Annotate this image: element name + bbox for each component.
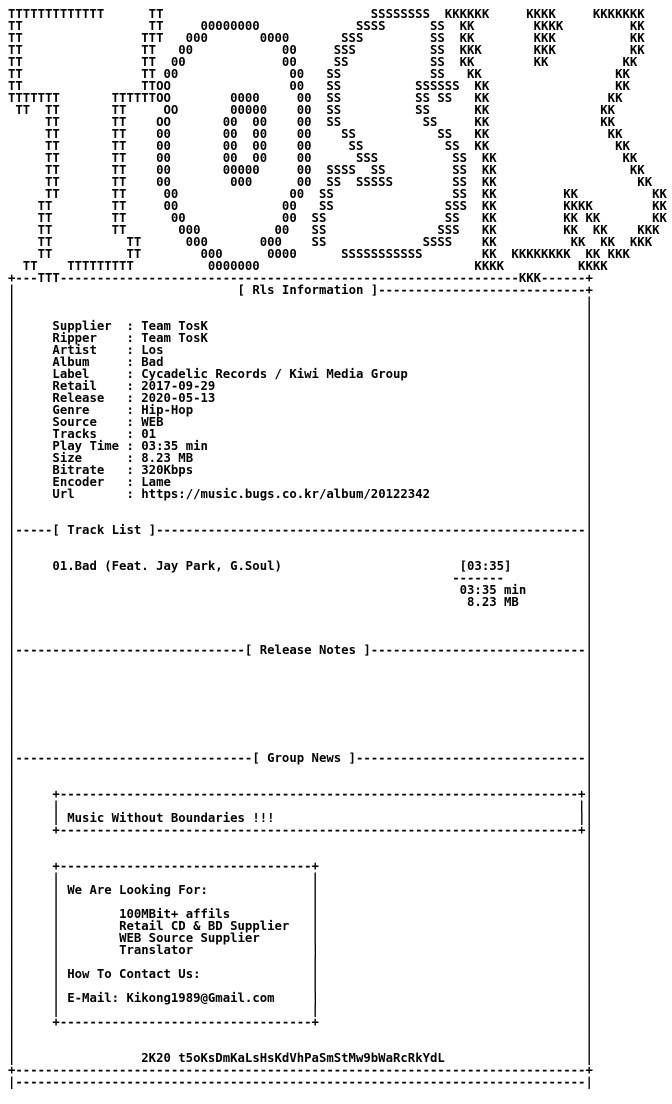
field-label-supplier: Supplier	[52, 319, 112, 333]
field-value-retail: 2017-09-29	[141, 379, 216, 393]
field-label-artist: Artist	[52, 343, 97, 357]
looking-for-item: Retail CD & BD Supplier	[119, 919, 290, 933]
field-label-size: Size	[52, 451, 83, 465]
logo-line: TT TT 00 00 00 00 SS SS KK KK	[8, 139, 630, 153]
field-value-play-time: 03:35 min	[141, 439, 208, 453]
contact-heading: How To Contact Us:	[67, 967, 201, 981]
field-value-url[interactable]: https://music.bugs.co.kr/album/20122342	[141, 487, 431, 501]
logo-line: TT TTOO 00 SS SSSSSS KK KK	[8, 79, 630, 93]
logo-line: TT TT 00 00 00 00 SSS SS KK KK	[8, 151, 638, 165]
logo-line: TT TT 00 00 SS SS KK KK KK	[8, 55, 638, 69]
field-label-album: Album	[52, 355, 90, 369]
logo-line: TT TT 000 00 SS SSS KK KK KK KKK	[8, 223, 660, 237]
field-value-album: Bad	[141, 355, 164, 369]
field-label-bitrate: Bitrate	[52, 463, 105, 477]
looking-for-heading: We Are Looking For:	[67, 883, 208, 897]
field-value-source: WEB	[141, 415, 164, 429]
field-value-tracks: 01	[141, 427, 157, 441]
logo-line: TT TT 000 0000 SSSSSSSSSSS KK KKKKKKKK KK KKK	[8, 247, 630, 261]
email-label: E-Mail:	[67, 991, 120, 1005]
logo-line: TT TT 00 00000 00 SSSS SS SS KK KK	[8, 163, 645, 177]
field-value-size: 8.23 MB	[141, 451, 194, 465]
field-value-label: Cycadelic Records / Kiwi Media Group	[141, 367, 408, 381]
logo-line: TTTTTTT TTTTTTOO 0000 00 SS SS SS KK KK	[8, 91, 623, 105]
section-title-track-list: [ Track List ]	[52, 523, 157, 537]
field-value-bitrate: 320Kbps	[141, 463, 194, 477]
logo-line: TT TT 00 00 SS SSS KK KKKK KK	[8, 199, 667, 213]
logo-line: TT TT 00 00 SS SS KK KK KK	[8, 187, 667, 201]
nfo-document: TTTTTTTTTTTTT TT SSSSSSSS KKKKKK KKKK KKKKKKK TT TT 00000000 SSSS SS KK KKKK KK TT TTT 000 0000 SSS SS KK KKK KK TT TT 00 00 SSS SS KKK KKK KK TT TT 00 00 SS SS KK KK KK TT TT 00 00 SS SS KK KK TT TTOO 00 SS SSSSSS KK KK TTTTTTT TTTTTTOO 0000 00 SS SS SS KK KK TT TT TT OO 00000 00 SS SS KK KK TT TT OO 00 00 00 SS SS KK KK TT TT 00 00 00 00 SS SS KK KK TT TT 00 00 00 00 SS SS KK KK TT TT 00 00 00 00 SSS SS KK KK TT TT 00 00000 00 SSSS SS SS KK KK TT TT 00 000 00 SS SSSSS SS KK KK TT TT 00 00 SS SS KK KK KK TT TT 00 00 SS SSS KK KKKK KK TT TT 00 00 SS SS KK KK KK KK TT TT 000 00 SS SSS KK KK KK KKK TT TT 000 000 SS SSSS KK KK KK KKK TT TT 000 0000 SSSSSSSSSSS KK KKKKKKKK KK KKK TT TTTTTTTTT 0000000 KKKK KKKK +---TTT--------------------------------------------------------------KKK------+ | [ Rls Information ]----------------------------+ | | | | | Supplier : Team TosK | | Ripper : Team TosK | | Artist : Los | | Album : Bad | | Label : Cycadelic Records / Kiwi Media Group | | Retail : 2017-09-29 | | Release : 2020-05-13 | | Genre : Hip-Hop | | Source : WEB | | Tracks : 01 | | Play Time : 03:35 min | | Size : 8.23 MB | | Bitrate : 320Kbps | | Encoder : Lame | | Url : https://music.bugs.co.kr/album/20122342 | | | | | |-----[ Track List ]----------------------------------------------------------| | | | | | 01.Bad (Feat. Jay Park, G.Soul) [03:35] | | ------- | | 03:35 min | | 8.23 MB | | | | | | | |-------------------------------[ Release Notes ]-----------------------------| | | | | | | | | | | | | | | | | |--------------------------------[ Group News ]-------------------------------| | | | | | +----------------------------------------------------------------------+| | | || | | Music Without Boundaries !!! || | +----------------------------------------------------------------------+| | | | | | +----------------------------------+ | | | | | | | We Are Looking For: | | | | | | | | 100MBit+ affils | | | | Retail CD & BD Supplier | | | | WEB Source Supplier | | | | Translator | | | | | | | | How To Contact Us: | | | | | | | | E-Mail: Kikong1989@Gmail.com | | | | | | | +----------------------------------+ | | | | | | 2K20 t5oKsDmKaLsHsKdVhPaSmStMw9bWaRcRkYdL | +-----------------------------------------------------------------------------+ |-----------------------------------------------------------------------------|	[8, 7, 667, 1089]
looking-for-item: Translator	[119, 943, 194, 957]
field-label-play-time: Play Time	[52, 439, 120, 453]
section-title-rls-information: [ Rls Information ]	[237, 283, 379, 297]
logo-line: TTTTTTTTTTTTT TT SSSSSSSS KKKKKK KKKK KKKKKKK	[8, 7, 645, 21]
field-label-source: Source	[52, 415, 97, 429]
logo-line: TT TT OO 00 00 00 SS SS KK KK	[8, 115, 616, 129]
field-label-tracks: Tracks	[52, 427, 97, 441]
looking-for-item: 100MBit+ affils	[119, 907, 231, 921]
field-value-artist: Los	[141, 343, 164, 357]
logo-line: TT TTTTTTTTT 0000000 KKKK KKKK	[8, 259, 608, 273]
section-title-group-news: [ Group News ]	[252, 751, 356, 765]
section-title-release-notes: [ Release Notes ]	[244, 643, 371, 657]
logo-line: TT TT 00 00 SS SS KK KK	[8, 67, 630, 81]
total-play-time: 03:35 min	[459, 583, 527, 597]
logo-line: TT TT 000 000 SS SSSS KK KK KK KKK	[8, 235, 653, 249]
logo-line: TT TT 00 00 00 00 SS SS KK KK	[8, 127, 623, 141]
field-label-label: Label	[52, 367, 90, 381]
field-label-ripper: Ripper	[52, 331, 97, 345]
field-value-encoder: Lame	[141, 475, 171, 489]
field-value-ripper: Team TosK	[141, 331, 208, 345]
field-value-genre: Hip-Hop	[141, 403, 194, 417]
track-title: 01.Bad (Feat. Jay Park, G.Soul)	[52, 559, 282, 573]
field-label-release: Release	[52, 391, 105, 405]
logo-line: TT TT 00000000 SSSS SS KK KKKK KK	[8, 19, 645, 33]
looking-for-item: WEB Source Supplier	[119, 931, 260, 945]
field-label-url: Url	[52, 487, 75, 501]
group-motto: Music Without Boundaries !!!	[67, 811, 275, 825]
field-value-release: 2020-05-13	[141, 391, 216, 405]
contact-email[interactable]: Kikong1989@Gmail.com	[126, 991, 275, 1005]
total-size: 8.23 MB	[467, 595, 519, 609]
footer-signature: 2K20 t5oKsDmKaLsHsKdVhPaSmStMw9bWaRcRkYdL	[141, 1051, 445, 1065]
track-duration: [03:35]	[459, 559, 512, 573]
logo-line: TT TT TT OO 00000 00 SS SS KK KK	[8, 103, 616, 117]
field-label-encoder: Encoder	[52, 475, 105, 489]
field-label-retail: Retail	[52, 379, 97, 393]
logo-line: TT TT 00 00 SSS SS KKK KKK KK	[8, 43, 645, 57]
logo-line: TT TT 00 000 00 SS SSSSS SS KK KK	[8, 175, 653, 189]
logo-line: TT TT 00 00 SS SS KK KK KK KK	[8, 211, 667, 225]
field-value-supplier: Team TosK	[141, 319, 208, 333]
field-label-genre: Genre	[52, 403, 90, 417]
logo-line: TT TTT 000 0000 SSS SS KK KKK KK	[8, 31, 645, 45]
